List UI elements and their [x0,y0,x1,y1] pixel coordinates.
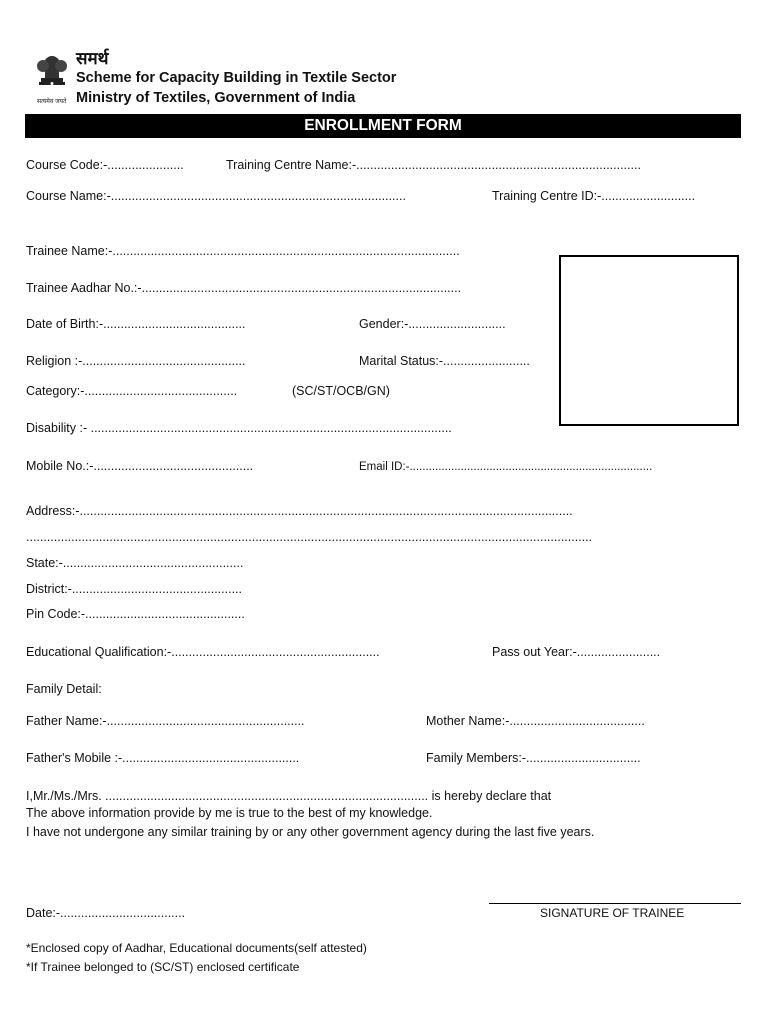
dob-field[interactable]: Date of Birth:-......................................... [26,317,246,331]
category-field[interactable]: Category:-............................................ [26,384,238,398]
training-centre-id-field[interactable]: Training Centre ID:-........................... [492,189,696,203]
course-code-field[interactable]: Course Code:-...................... [26,158,184,172]
category-options: (SC/ST/OCB/GN) [292,384,390,398]
pass-out-year-field[interactable]: Pass out Year:-........................ [492,645,661,659]
education-field[interactable]: Educational Qualification:-............................................................ [26,645,380,659]
gender-field[interactable]: Gender:-............................ [359,317,506,331]
pin-code-field[interactable]: Pin Code:-.............................................. [26,607,245,621]
scheme-title: Scheme for Capacity Building in Textile Sector [76,70,397,86]
state-field[interactable]: State:-.................................................... [26,556,244,570]
father-name-field[interactable]: Father Name:-......................................................... [26,714,305,728]
mobile-field[interactable]: Mobile No.:-.............................................. [26,459,254,473]
address-field[interactable]: Address:-.............................................................................................................................................. [26,504,573,518]
family-members-field[interactable]: Family Members:-................................. [426,751,641,765]
email-field[interactable]: Email ID:-............................................................................ [359,461,653,473]
course-name-field[interactable]: Course Name:-..................................................................................... [26,189,406,203]
religion-field[interactable]: Religion :-............................................... [26,354,246,368]
date-field[interactable]: Date:-.................................... [26,906,186,920]
family-detail-label: Family Detail: [26,682,102,696]
mother-name-field[interactable]: Mother Name:-....................................... [426,714,645,728]
trainee-name-field[interactable]: Trainee Name:-.................................................................................................... [26,244,460,258]
disability-field[interactable]: Disability :- ........................................................................................................ [26,421,452,435]
form-title: ENROLLMENT FORM [25,114,741,138]
national-emblem-icon [33,48,71,104]
signature-line[interactable] [489,903,741,904]
signature-label: SIGNATURE OF TRAINEE [540,906,685,920]
aadhar-field[interactable]: Trainee Aadhar No.:-............................................................................................ [26,281,462,295]
declaration-line-2: The above information provide by me is true to the best of my knowledge. [26,806,433,820]
marital-status-field[interactable]: Marital Status:-......................... [359,354,530,368]
address-continued-field[interactable]: ................................................................................................................................................................... [26,530,593,544]
declaration-line-1[interactable]: I,Mr./Ms./Mrs. ............................................................................................. is hereby declare that [26,789,552,803]
photo-box [559,255,739,426]
father-mobile-field[interactable]: Father's Mobile :-................................................... [26,751,300,765]
note-1: *Enclosed copy of Aadhar, Educational documents(self attested) [26,941,367,955]
declaration-line-3: I have not undergone any similar training by or any other government agency during the last five years. [26,825,595,839]
logo-text: समर्थ [76,49,109,69]
training-centre-name-field[interactable]: Training Centre Name:-.................................................................................. [226,158,641,172]
emblem-caption: सत्यमेव जयते [37,98,67,105]
note-2: *If Trainee belonged to (SC/ST) enclosed certificate [26,960,300,974]
district-field[interactable]: District:-................................................. [26,582,242,596]
ministry-title: Ministry of Textiles, Government of India [76,90,356,106]
